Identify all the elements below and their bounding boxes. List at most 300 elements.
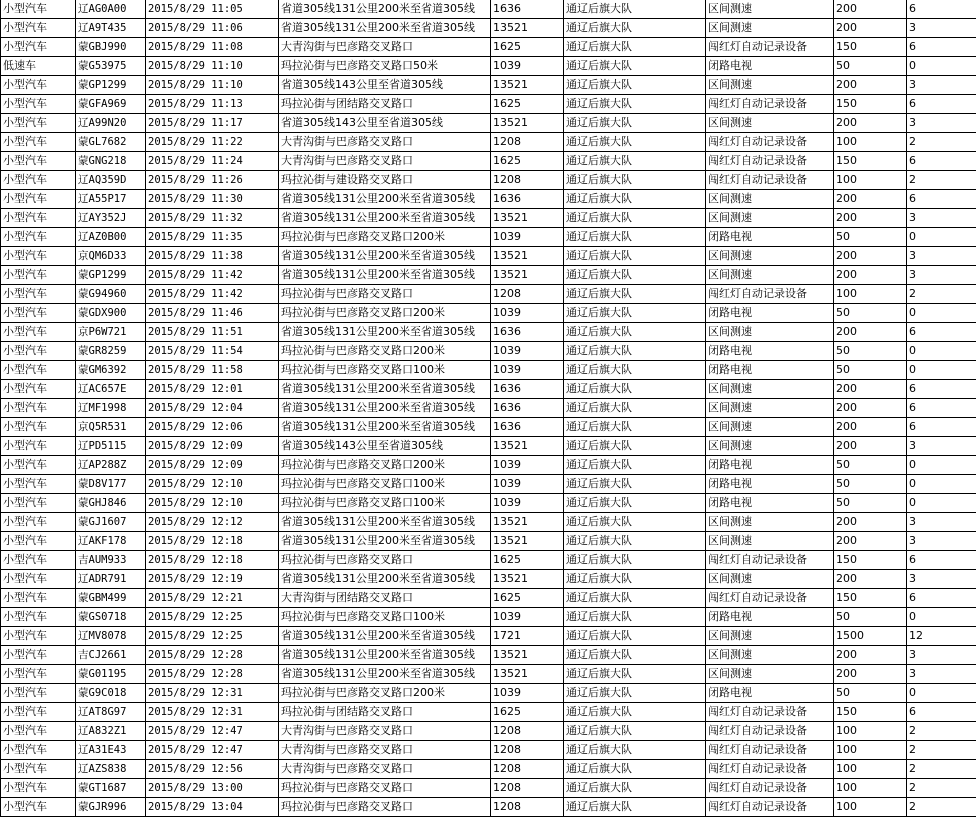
vehicle-type-cell[interactable]: 小型汽车 bbox=[1, 152, 76, 171]
plate-number-cell[interactable]: 蒙D8V177 bbox=[76, 475, 146, 494]
plate-number-cell[interactable]: 蒙G9C018 bbox=[76, 684, 146, 703]
code-cell[interactable]: 1625 bbox=[491, 703, 564, 722]
fine-cell[interactable]: 100 bbox=[834, 171, 907, 190]
plate-number-cell[interactable]: 蒙G53975 bbox=[76, 57, 146, 76]
device-cell[interactable]: 区间测速 bbox=[706, 76, 834, 95]
vehicle-type-cell[interactable]: 小型汽车 bbox=[1, 646, 76, 665]
fine-cell[interactable]: 150 bbox=[834, 38, 907, 57]
datetime-cell[interactable]: 2015/8/29 11:35 bbox=[146, 228, 279, 247]
vehicle-type-cell[interactable]: 小型汽车 bbox=[1, 684, 76, 703]
fine-cell[interactable]: 100 bbox=[834, 798, 907, 817]
datetime-cell[interactable]: 2015/8/29 12:28 bbox=[146, 665, 279, 684]
points-cell[interactable]: 6 bbox=[907, 589, 976, 608]
location-cell[interactable]: 玛拉沁街与巴彦路交叉路口200米 bbox=[279, 456, 491, 475]
vehicle-type-cell[interactable]: 小型汽车 bbox=[1, 456, 76, 475]
datetime-cell[interactable]: 2015/8/29 12:47 bbox=[146, 741, 279, 760]
location-cell[interactable]: 省道305线131公里200米至省道305线 bbox=[279, 247, 491, 266]
location-cell[interactable]: 省道305线131公里200米至省道305线 bbox=[279, 570, 491, 589]
points-cell[interactable]: 6 bbox=[907, 152, 976, 171]
department-cell[interactable]: 通辽后旗大队 bbox=[564, 95, 706, 114]
code-cell[interactable]: 1039 bbox=[491, 494, 564, 513]
plate-number-cell[interactable]: 辽MV8078 bbox=[76, 627, 146, 646]
fine-cell[interactable]: 200 bbox=[834, 646, 907, 665]
plate-number-cell[interactable]: 蒙GBM499 bbox=[76, 589, 146, 608]
fine-cell[interactable]: 200 bbox=[834, 532, 907, 551]
code-cell[interactable]: 13521 bbox=[491, 665, 564, 684]
department-cell[interactable]: 通辽后旗大队 bbox=[564, 703, 706, 722]
datetime-cell[interactable]: 2015/8/29 13:04 bbox=[146, 798, 279, 817]
device-cell[interactable]: 闭路电视 bbox=[706, 361, 834, 380]
location-cell[interactable]: 玛拉沁街与巴彦路交叉路口100米 bbox=[279, 361, 491, 380]
points-cell[interactable]: 0 bbox=[907, 608, 976, 627]
location-cell[interactable]: 玛拉沁街与巴彦路交叉路口200米 bbox=[279, 304, 491, 323]
device-cell[interactable]: 区间测速 bbox=[706, 646, 834, 665]
department-cell[interactable]: 通辽后旗大队 bbox=[564, 133, 706, 152]
fine-cell[interactable]: 200 bbox=[834, 665, 907, 684]
device-cell[interactable]: 闯红灯自动记录设备 bbox=[706, 779, 834, 798]
location-cell[interactable]: 省道305线131公里200米至省道305线 bbox=[279, 627, 491, 646]
fine-cell[interactable]: 200 bbox=[834, 266, 907, 285]
plate-number-cell[interactable]: 辽AT8G97 bbox=[76, 703, 146, 722]
department-cell[interactable]: 通辽后旗大队 bbox=[564, 380, 706, 399]
location-cell[interactable]: 玛拉沁街与团结路交叉路口 bbox=[279, 703, 491, 722]
code-cell[interactable]: 1039 bbox=[491, 684, 564, 703]
vehicle-type-cell[interactable]: 小型汽车 bbox=[1, 779, 76, 798]
plate-number-cell[interactable]: 辽A9T435 bbox=[76, 19, 146, 38]
plate-number-cell[interactable]: 辽MF1998 bbox=[76, 399, 146, 418]
vehicle-type-cell[interactable]: 小型汽车 bbox=[1, 760, 76, 779]
device-cell[interactable]: 闭路电视 bbox=[706, 342, 834, 361]
datetime-cell[interactable]: 2015/8/29 13:00 bbox=[146, 779, 279, 798]
fine-cell[interactable]: 100 bbox=[834, 133, 907, 152]
location-cell[interactable]: 玛拉沁街与团结路交叉路口 bbox=[279, 95, 491, 114]
department-cell[interactable]: 通辽后旗大队 bbox=[564, 190, 706, 209]
points-cell[interactable]: 6 bbox=[907, 551, 976, 570]
device-cell[interactable]: 区间测速 bbox=[706, 323, 834, 342]
datetime-cell[interactable]: 2015/8/29 11:38 bbox=[146, 247, 279, 266]
datetime-cell[interactable]: 2015/8/29 11:42 bbox=[146, 266, 279, 285]
department-cell[interactable]: 通辽后旗大队 bbox=[564, 38, 706, 57]
vehicle-type-cell[interactable]: 小型汽车 bbox=[1, 190, 76, 209]
location-cell[interactable]: 省道305线131公里200米至省道305线 bbox=[279, 380, 491, 399]
code-cell[interactable]: 1636 bbox=[491, 323, 564, 342]
points-cell[interactable]: 0 bbox=[907, 475, 976, 494]
plate-number-cell[interactable]: 辽A31E43 bbox=[76, 741, 146, 760]
vehicle-type-cell[interactable]: 小型汽车 bbox=[1, 323, 76, 342]
device-cell[interactable]: 区间测速 bbox=[706, 266, 834, 285]
vehicle-type-cell[interactable]: 小型汽车 bbox=[1, 798, 76, 817]
device-cell[interactable]: 区间测速 bbox=[706, 437, 834, 456]
department-cell[interactable]: 通辽后旗大队 bbox=[564, 247, 706, 266]
code-cell[interactable]: 1208 bbox=[491, 760, 564, 779]
datetime-cell[interactable]: 2015/8/29 12:10 bbox=[146, 494, 279, 513]
datetime-cell[interactable]: 2015/8/29 11:46 bbox=[146, 304, 279, 323]
points-cell[interactable]: 3 bbox=[907, 532, 976, 551]
code-cell[interactable]: 1636 bbox=[491, 380, 564, 399]
fine-cell[interactable]: 50 bbox=[834, 494, 907, 513]
vehicle-type-cell[interactable]: 小型汽车 bbox=[1, 703, 76, 722]
plate-number-cell[interactable]: 蒙GJR996 bbox=[76, 798, 146, 817]
plate-number-cell[interactable]: 蒙GS0718 bbox=[76, 608, 146, 627]
vehicle-type-cell[interactable]: 小型汽车 bbox=[1, 437, 76, 456]
location-cell[interactable]: 大青沟街与巴彦路交叉路口 bbox=[279, 133, 491, 152]
vehicle-type-cell[interactable]: 小型汽车 bbox=[1, 722, 76, 741]
datetime-cell[interactable]: 2015/8/29 12:01 bbox=[146, 380, 279, 399]
datetime-cell[interactable]: 2015/8/29 12:09 bbox=[146, 437, 279, 456]
location-cell[interactable]: 省道305线131公里200米至省道305线 bbox=[279, 418, 491, 437]
department-cell[interactable]: 通辽后旗大队 bbox=[564, 266, 706, 285]
location-cell[interactable]: 玛拉沁街与巴彦路交叉路口 bbox=[279, 798, 491, 817]
department-cell[interactable]: 通辽后旗大队 bbox=[564, 589, 706, 608]
device-cell[interactable]: 闯红灯自动记录设备 bbox=[706, 285, 834, 304]
plate-number-cell[interactable]: 辽AP288Z bbox=[76, 456, 146, 475]
datetime-cell[interactable]: 2015/8/29 11:13 bbox=[146, 95, 279, 114]
fine-cell[interactable]: 200 bbox=[834, 399, 907, 418]
device-cell[interactable]: 闭路电视 bbox=[706, 228, 834, 247]
points-cell[interactable]: 3 bbox=[907, 570, 976, 589]
points-cell[interactable]: 0 bbox=[907, 342, 976, 361]
points-cell[interactable]: 0 bbox=[907, 228, 976, 247]
device-cell[interactable]: 区间测速 bbox=[706, 532, 834, 551]
points-cell[interactable]: 0 bbox=[907, 456, 976, 475]
location-cell[interactable]: 省道305线131公里200米至省道305线 bbox=[279, 665, 491, 684]
plate-number-cell[interactable]: 蒙G01195 bbox=[76, 665, 146, 684]
device-cell[interactable]: 闭路电视 bbox=[706, 57, 834, 76]
device-cell[interactable]: 区间测速 bbox=[706, 399, 834, 418]
plate-number-cell[interactable]: 蒙GP1299 bbox=[76, 266, 146, 285]
fine-cell[interactable]: 200 bbox=[834, 247, 907, 266]
department-cell[interactable]: 通辽后旗大队 bbox=[564, 570, 706, 589]
points-cell[interactable]: 6 bbox=[907, 703, 976, 722]
code-cell[interactable]: 1636 bbox=[491, 418, 564, 437]
plate-number-cell[interactable]: 辽AQ359D bbox=[76, 171, 146, 190]
datetime-cell[interactable]: 2015/8/29 11:54 bbox=[146, 342, 279, 361]
vehicle-type-cell[interactable]: 小型汽车 bbox=[1, 608, 76, 627]
vehicle-type-cell[interactable]: 小型汽车 bbox=[1, 741, 76, 760]
department-cell[interactable]: 通辽后旗大队 bbox=[564, 494, 706, 513]
code-cell[interactable]: 1208 bbox=[491, 133, 564, 152]
points-cell[interactable]: 6 bbox=[907, 418, 976, 437]
device-cell[interactable]: 闯红灯自动记录设备 bbox=[706, 133, 834, 152]
location-cell[interactable]: 大青沟街与巴彦路交叉路口 bbox=[279, 38, 491, 57]
vehicle-type-cell[interactable]: 小型汽车 bbox=[1, 19, 76, 38]
plate-number-cell[interactable]: 辽AZ0B00 bbox=[76, 228, 146, 247]
device-cell[interactable]: 闯红灯自动记录设备 bbox=[706, 171, 834, 190]
fine-cell[interactable]: 50 bbox=[834, 684, 907, 703]
fine-cell[interactable]: 50 bbox=[834, 342, 907, 361]
location-cell[interactable]: 省道305线131公里200米至省道305线 bbox=[279, 532, 491, 551]
points-cell[interactable]: 6 bbox=[907, 95, 976, 114]
plate-number-cell[interactable]: 蒙GBJ990 bbox=[76, 38, 146, 57]
fine-cell[interactable]: 50 bbox=[834, 456, 907, 475]
department-cell[interactable]: 通辽后旗大队 bbox=[564, 323, 706, 342]
code-cell[interactable]: 1208 bbox=[491, 722, 564, 741]
code-cell[interactable]: 13521 bbox=[491, 266, 564, 285]
device-cell[interactable]: 闯红灯自动记录设备 bbox=[706, 551, 834, 570]
fine-cell[interactable]: 150 bbox=[834, 551, 907, 570]
points-cell[interactable]: 6 bbox=[907, 0, 976, 19]
code-cell[interactable]: 1208 bbox=[491, 741, 564, 760]
points-cell[interactable]: 2 bbox=[907, 779, 976, 798]
plate-number-cell[interactable]: 京P6W721 bbox=[76, 323, 146, 342]
fine-cell[interactable]: 50 bbox=[834, 608, 907, 627]
device-cell[interactable]: 区间测速 bbox=[706, 513, 834, 532]
code-cell[interactable]: 1636 bbox=[491, 399, 564, 418]
department-cell[interactable]: 通辽后旗大队 bbox=[564, 798, 706, 817]
location-cell[interactable]: 省道305线143公里至省道305线 bbox=[279, 437, 491, 456]
location-cell[interactable]: 玛拉沁街与巴彦路交叉路口200米 bbox=[279, 684, 491, 703]
location-cell[interactable]: 玛拉沁街与巴彦路交叉路口100米 bbox=[279, 608, 491, 627]
code-cell[interactable]: 13521 bbox=[491, 570, 564, 589]
location-cell[interactable]: 省道305线131公里200米至省道305线 bbox=[279, 190, 491, 209]
plate-number-cell[interactable]: 辽AG0A00 bbox=[76, 0, 146, 19]
vehicle-type-cell[interactable]: 小型汽车 bbox=[1, 133, 76, 152]
code-cell[interactable]: 1636 bbox=[491, 190, 564, 209]
points-cell[interactable]: 3 bbox=[907, 19, 976, 38]
datetime-cell[interactable]: 2015/8/29 11:06 bbox=[146, 19, 279, 38]
points-cell[interactable]: 2 bbox=[907, 798, 976, 817]
device-cell[interactable]: 闭路电视 bbox=[706, 456, 834, 475]
device-cell[interactable]: 闯红灯自动记录设备 bbox=[706, 798, 834, 817]
vehicle-type-cell[interactable]: 小型汽车 bbox=[1, 0, 76, 19]
code-cell[interactable]: 1625 bbox=[491, 152, 564, 171]
device-cell[interactable]: 闯红灯自动记录设备 bbox=[706, 703, 834, 722]
location-cell[interactable]: 省道305线131公里200米至省道305线 bbox=[279, 0, 491, 19]
department-cell[interactable]: 通辽后旗大队 bbox=[564, 76, 706, 95]
device-cell[interactable]: 区间测速 bbox=[706, 418, 834, 437]
points-cell[interactable]: 3 bbox=[907, 513, 976, 532]
plate-number-cell[interactable]: 辽ADR791 bbox=[76, 570, 146, 589]
points-cell[interactable]: 2 bbox=[907, 722, 976, 741]
code-cell[interactable]: 1039 bbox=[491, 228, 564, 247]
department-cell[interactable]: 通辽后旗大队 bbox=[564, 304, 706, 323]
fine-cell[interactable]: 200 bbox=[834, 380, 907, 399]
plate-number-cell[interactable]: 蒙GT1687 bbox=[76, 779, 146, 798]
plate-number-cell[interactable]: 辽AY352J bbox=[76, 209, 146, 228]
points-cell[interactable]: 3 bbox=[907, 437, 976, 456]
points-cell[interactable]: 3 bbox=[907, 209, 976, 228]
vehicle-type-cell[interactable]: 小型汽车 bbox=[1, 361, 76, 380]
location-cell[interactable]: 玛拉沁街与巴彦路交叉路口200米 bbox=[279, 342, 491, 361]
vehicle-type-cell[interactable]: 小型汽车 bbox=[1, 475, 76, 494]
fine-cell[interactable]: 1500 bbox=[834, 627, 907, 646]
department-cell[interactable]: 通辽后旗大队 bbox=[564, 285, 706, 304]
code-cell[interactable]: 1721 bbox=[491, 627, 564, 646]
plate-number-cell[interactable]: 吉AUM933 bbox=[76, 551, 146, 570]
vehicle-type-cell[interactable]: 小型汽车 bbox=[1, 494, 76, 513]
department-cell[interactable]: 通辽后旗大队 bbox=[564, 418, 706, 437]
device-cell[interactable]: 区间测速 bbox=[706, 380, 834, 399]
code-cell[interactable]: 13521 bbox=[491, 19, 564, 38]
location-cell[interactable]: 省道305线131公里200米至省道305线 bbox=[279, 513, 491, 532]
fine-cell[interactable]: 200 bbox=[834, 418, 907, 437]
fine-cell[interactable]: 200 bbox=[834, 76, 907, 95]
code-cell[interactable]: 13521 bbox=[491, 209, 564, 228]
datetime-cell[interactable]: 2015/8/29 12:25 bbox=[146, 627, 279, 646]
points-cell[interactable]: 2 bbox=[907, 741, 976, 760]
device-cell[interactable]: 闭路电视 bbox=[706, 304, 834, 323]
datetime-cell[interactable]: 2015/8/29 11:10 bbox=[146, 57, 279, 76]
device-cell[interactable]: 闯红灯自动记录设备 bbox=[706, 741, 834, 760]
datetime-cell[interactable]: 2015/8/29 12:19 bbox=[146, 570, 279, 589]
device-cell[interactable]: 区间测速 bbox=[706, 114, 834, 133]
points-cell[interactable]: 2 bbox=[907, 760, 976, 779]
fine-cell[interactable]: 150 bbox=[834, 95, 907, 114]
department-cell[interactable]: 通辽后旗大队 bbox=[564, 551, 706, 570]
department-cell[interactable]: 通辽后旗大队 bbox=[564, 0, 706, 19]
vehicle-type-cell[interactable]: 小型汽车 bbox=[1, 228, 76, 247]
plate-number-cell[interactable]: 辽PD5115 bbox=[76, 437, 146, 456]
code-cell[interactable]: 1208 bbox=[491, 285, 564, 304]
department-cell[interactable]: 通辽后旗大队 bbox=[564, 741, 706, 760]
fine-cell[interactable]: 100 bbox=[834, 741, 907, 760]
datetime-cell[interactable]: 2015/8/29 12:31 bbox=[146, 703, 279, 722]
location-cell[interactable]: 省道305线143公里至省道305线 bbox=[279, 114, 491, 133]
points-cell[interactable]: 3 bbox=[907, 646, 976, 665]
datetime-cell[interactable]: 2015/8/29 11:58 bbox=[146, 361, 279, 380]
fine-cell[interactable]: 200 bbox=[834, 209, 907, 228]
plate-number-cell[interactable]: 京QM6D33 bbox=[76, 247, 146, 266]
location-cell[interactable]: 玛拉沁街与建设路交叉路口 bbox=[279, 171, 491, 190]
points-cell[interactable]: 2 bbox=[907, 133, 976, 152]
plate-number-cell[interactable]: 吉CJ2661 bbox=[76, 646, 146, 665]
code-cell[interactable]: 13521 bbox=[491, 437, 564, 456]
fine-cell[interactable]: 200 bbox=[834, 570, 907, 589]
vehicle-type-cell[interactable]: 小型汽车 bbox=[1, 513, 76, 532]
fine-cell[interactable]: 150 bbox=[834, 152, 907, 171]
vehicle-type-cell[interactable]: 小型汽车 bbox=[1, 304, 76, 323]
device-cell[interactable]: 闯红灯自动记录设备 bbox=[706, 722, 834, 741]
code-cell[interactable]: 13521 bbox=[491, 114, 564, 133]
points-cell[interactable]: 6 bbox=[907, 38, 976, 57]
datetime-cell[interactable]: 2015/8/29 12:28 bbox=[146, 646, 279, 665]
code-cell[interactable]: 1625 bbox=[491, 551, 564, 570]
location-cell[interactable]: 玛拉沁街与巴彦路交叉路口200米 bbox=[279, 228, 491, 247]
department-cell[interactable]: 通辽后旗大队 bbox=[564, 722, 706, 741]
fine-cell[interactable]: 50 bbox=[834, 57, 907, 76]
department-cell[interactable]: 通辽后旗大队 bbox=[564, 152, 706, 171]
vehicle-type-cell[interactable]: 小型汽车 bbox=[1, 209, 76, 228]
code-cell[interactable]: 1208 bbox=[491, 171, 564, 190]
plate-number-cell[interactable]: 辽AKF178 bbox=[76, 532, 146, 551]
location-cell[interactable]: 大青沟街与巴彦路交叉路口 bbox=[279, 741, 491, 760]
device-cell[interactable]: 区间测速 bbox=[706, 665, 834, 684]
device-cell[interactable]: 闭路电视 bbox=[706, 608, 834, 627]
location-cell[interactable]: 玛拉沁街与巴彦路交叉路口50米 bbox=[279, 57, 491, 76]
location-cell[interactable]: 玛拉沁街与巴彦路交叉路口100米 bbox=[279, 494, 491, 513]
plate-number-cell[interactable]: 蒙GNG218 bbox=[76, 152, 146, 171]
code-cell[interactable]: 1625 bbox=[491, 38, 564, 57]
plate-number-cell[interactable]: 蒙G94960 bbox=[76, 285, 146, 304]
department-cell[interactable]: 通辽后旗大队 bbox=[564, 228, 706, 247]
device-cell[interactable]: 闭路电视 bbox=[706, 475, 834, 494]
fine-cell[interactable]: 50 bbox=[834, 228, 907, 247]
department-cell[interactable]: 通辽后旗大队 bbox=[564, 608, 706, 627]
location-cell[interactable]: 省道305线143公里至省道305线 bbox=[279, 76, 491, 95]
points-cell[interactable]: 0 bbox=[907, 361, 976, 380]
fine-cell[interactable]: 200 bbox=[834, 513, 907, 532]
points-cell[interactable]: 0 bbox=[907, 494, 976, 513]
fine-cell[interactable]: 50 bbox=[834, 304, 907, 323]
code-cell[interactable]: 13521 bbox=[491, 247, 564, 266]
department-cell[interactable]: 通辽后旗大队 bbox=[564, 399, 706, 418]
plate-number-cell[interactable]: 蒙GP1299 bbox=[76, 76, 146, 95]
datetime-cell[interactable]: 2015/8/29 12:25 bbox=[146, 608, 279, 627]
code-cell[interactable]: 1039 bbox=[491, 361, 564, 380]
device-cell[interactable]: 区间测速 bbox=[706, 570, 834, 589]
datetime-cell[interactable]: 2015/8/29 12:56 bbox=[146, 760, 279, 779]
datetime-cell[interactable]: 2015/8/29 12:12 bbox=[146, 513, 279, 532]
plate-number-cell[interactable]: 蒙GHJ846 bbox=[76, 494, 146, 513]
department-cell[interactable]: 通辽后旗大队 bbox=[564, 171, 706, 190]
location-cell[interactable]: 玛拉沁街与巴彦路交叉路口100米 bbox=[279, 475, 491, 494]
department-cell[interactable]: 通辽后旗大队 bbox=[564, 513, 706, 532]
plate-number-cell[interactable]: 蒙GDX900 bbox=[76, 304, 146, 323]
points-cell[interactable]: 3 bbox=[907, 266, 976, 285]
location-cell[interactable]: 玛拉沁街与巴彦路交叉路口 bbox=[279, 779, 491, 798]
vehicle-type-cell[interactable]: 小型汽车 bbox=[1, 285, 76, 304]
department-cell[interactable]: 通辽后旗大队 bbox=[564, 361, 706, 380]
fine-cell[interactable]: 100 bbox=[834, 760, 907, 779]
code-cell[interactable]: 1625 bbox=[491, 589, 564, 608]
datetime-cell[interactable]: 2015/8/29 12:47 bbox=[146, 722, 279, 741]
plate-number-cell[interactable]: 辽A832Z1 bbox=[76, 722, 146, 741]
datetime-cell[interactable]: 2015/8/29 12:04 bbox=[146, 399, 279, 418]
device-cell[interactable]: 区间测速 bbox=[706, 190, 834, 209]
code-cell[interactable]: 1039 bbox=[491, 475, 564, 494]
device-cell[interactable]: 闯红灯自动记录设备 bbox=[706, 589, 834, 608]
location-cell[interactable]: 大青沟街与团结路交叉路口 bbox=[279, 589, 491, 608]
points-cell[interactable]: 3 bbox=[907, 76, 976, 95]
fine-cell[interactable]: 200 bbox=[834, 190, 907, 209]
points-cell[interactable]: 6 bbox=[907, 399, 976, 418]
vehicle-type-cell[interactable]: 小型汽车 bbox=[1, 114, 76, 133]
location-cell[interactable]: 省道305线131公里200米至省道305线 bbox=[279, 399, 491, 418]
points-cell[interactable]: 12 bbox=[907, 627, 976, 646]
vehicle-type-cell[interactable]: 小型汽车 bbox=[1, 627, 76, 646]
vehicle-type-cell[interactable]: 小型汽车 bbox=[1, 418, 76, 437]
plate-number-cell[interactable]: 蒙GM6392 bbox=[76, 361, 146, 380]
code-cell[interactable]: 13521 bbox=[491, 513, 564, 532]
datetime-cell[interactable]: 2015/8/29 12:18 bbox=[146, 551, 279, 570]
datetime-cell[interactable]: 2015/8/29 11:10 bbox=[146, 76, 279, 95]
location-cell[interactable]: 大青沟街与巴彦路交叉路口 bbox=[279, 152, 491, 171]
device-cell[interactable]: 区间测速 bbox=[706, 627, 834, 646]
code-cell[interactable]: 13521 bbox=[491, 532, 564, 551]
points-cell[interactable]: 6 bbox=[907, 380, 976, 399]
code-cell[interactable]: 13521 bbox=[491, 76, 564, 95]
department-cell[interactable]: 通辽后旗大队 bbox=[564, 114, 706, 133]
device-cell[interactable]: 闭路电视 bbox=[706, 494, 834, 513]
vehicle-type-cell[interactable]: 小型汽车 bbox=[1, 532, 76, 551]
fine-cell[interactable]: 200 bbox=[834, 437, 907, 456]
code-cell[interactable]: 1208 bbox=[491, 798, 564, 817]
department-cell[interactable]: 通辽后旗大队 bbox=[564, 57, 706, 76]
code-cell[interactable]: 13521 bbox=[491, 646, 564, 665]
fine-cell[interactable]: 100 bbox=[834, 722, 907, 741]
vehicle-type-cell[interactable]: 小型汽车 bbox=[1, 589, 76, 608]
plate-number-cell[interactable]: 蒙GFA969 bbox=[76, 95, 146, 114]
vehicle-type-cell[interactable]: 小型汽车 bbox=[1, 95, 76, 114]
datetime-cell[interactable]: 2015/8/29 11:05 bbox=[146, 0, 279, 19]
fine-cell[interactable]: 200 bbox=[834, 323, 907, 342]
device-cell[interactable]: 区间测速 bbox=[706, 19, 834, 38]
plate-number-cell[interactable]: 辽A99N20 bbox=[76, 114, 146, 133]
department-cell[interactable]: 通辽后旗大队 bbox=[564, 209, 706, 228]
datetime-cell[interactable]: 2015/8/29 12:09 bbox=[146, 456, 279, 475]
points-cell[interactable]: 6 bbox=[907, 190, 976, 209]
device-cell[interactable]: 区间测速 bbox=[706, 247, 834, 266]
